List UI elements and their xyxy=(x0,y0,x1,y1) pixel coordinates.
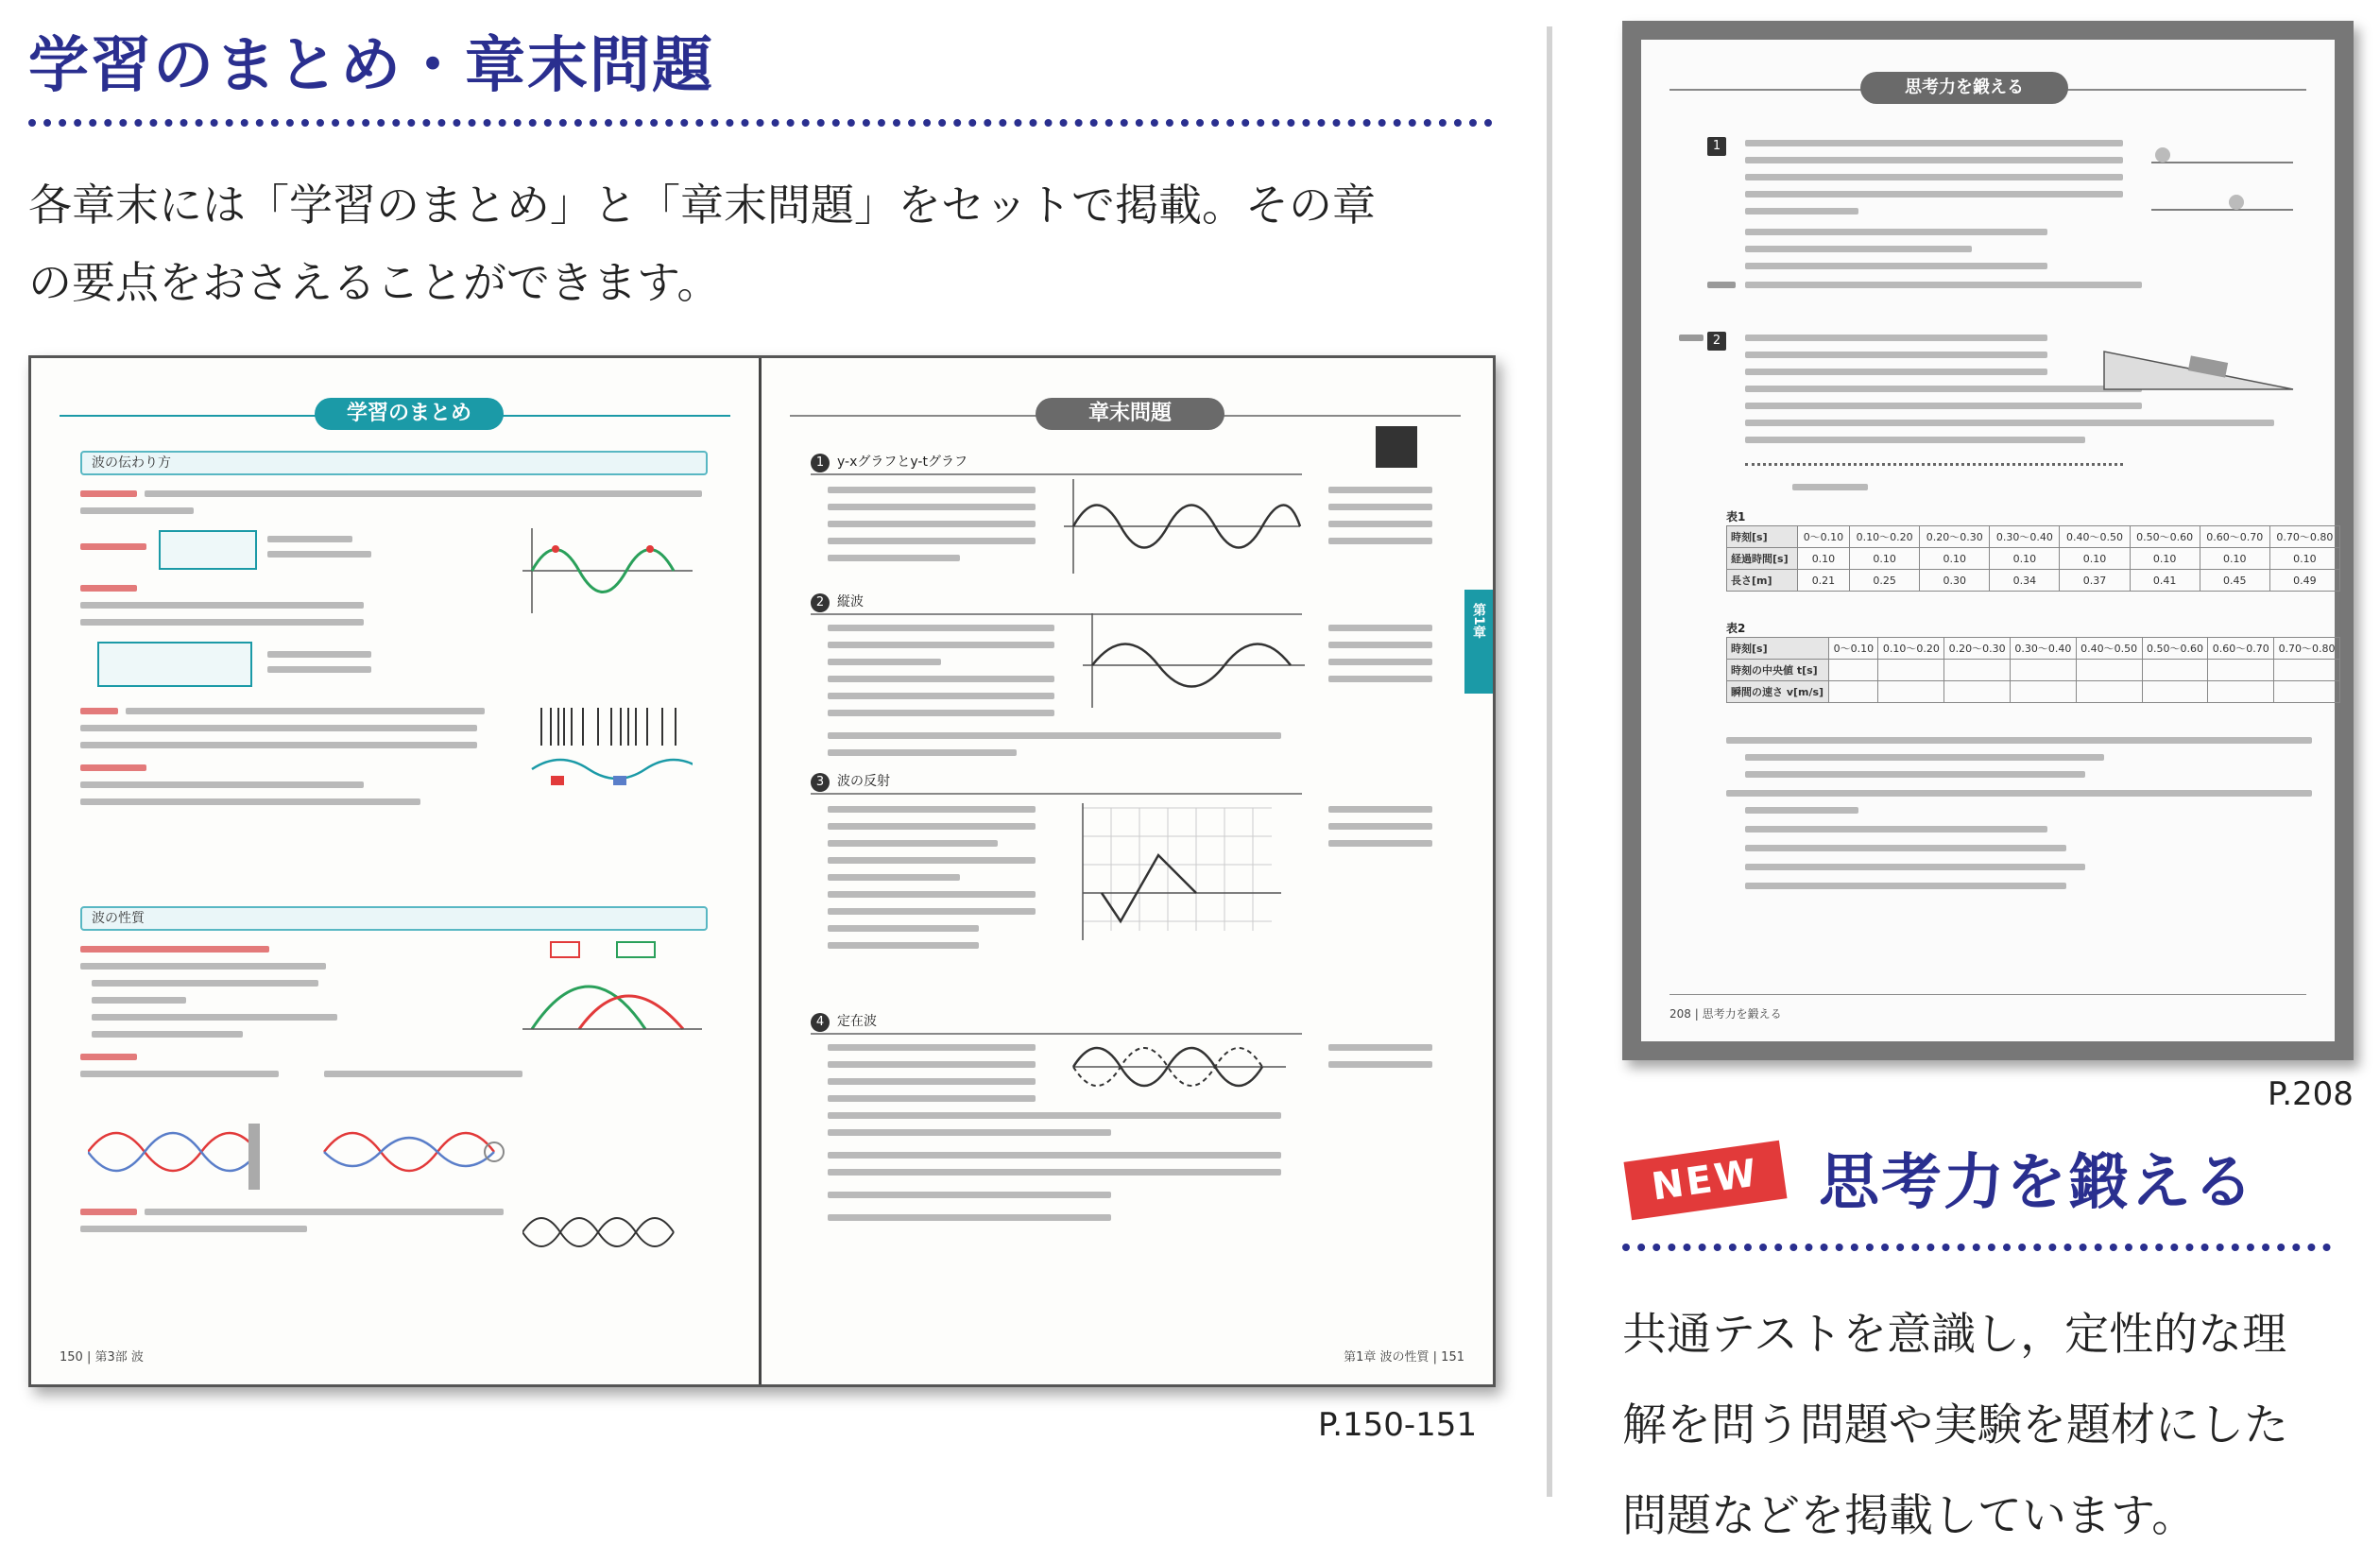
question-bar: 1 y-xグラフとy-tグラフ xyxy=(811,451,1302,475)
standing-wave-figure xyxy=(522,1199,683,1265)
spread-right-page xyxy=(762,358,1493,1384)
thinking-banner: 思考力を鍛える xyxy=(1860,72,2068,104)
heading-dotted-rule xyxy=(1622,1244,2331,1251)
page-208-caption: P.208 xyxy=(2268,1075,2354,1113)
table1-label: 表1 xyxy=(1726,510,1746,524)
table-row: 瞬間の速さ v[m/s] xyxy=(1727,681,2340,703)
heading-dotted-rule xyxy=(28,119,1493,127)
section-heading-thinking: 思考力を鍛える xyxy=(1819,1148,2255,1218)
superposition-figure xyxy=(522,935,702,1038)
paragraph-line: 各章末には「学習のまとめ」と「章末問題」をセットで掲載。その章 xyxy=(28,180,1376,231)
page-footer: 150 | 第3部 波 xyxy=(60,1350,144,1365)
thinking-paragraph xyxy=(1622,1290,2369,1562)
table-row: 時刻[s] 0〜0.10 0.10〜0.20 0.20〜0.30 0.30〜0.40 0.40〜0.50 0.50〜0.60 0.60〜0.70 0.70〜0.80 xyxy=(1727,526,2340,548)
spread-left-page xyxy=(31,358,762,1384)
paragraph-line: 解を問う問題や実験を題材にした xyxy=(1622,1399,2288,1451)
table-row: 時刻[s] 0〜0.10 0.10〜0.20 0.20〜0.30 0.30〜0.40 0.40〜0.50 0.50〜0.60 0.60〜0.70 0.70〜0.80 xyxy=(1727,638,2340,660)
section-bar: 波の性質 xyxy=(80,906,708,931)
table-row: 長さ[m] 0.21 0.25 0.30 0.34 0.37 0.41 0.45 0.49 xyxy=(1727,570,2340,592)
reflection-grid-graph xyxy=(1064,798,1291,950)
data-table-1 xyxy=(1726,525,2340,592)
spread-caption: P.150-151 xyxy=(1318,1406,1478,1444)
recording-tape xyxy=(1745,463,2123,466)
reflection-figure xyxy=(88,1095,522,1199)
problems-banner: 章末問題 xyxy=(1036,398,1224,430)
summary-paragraph xyxy=(28,166,1502,321)
question-bar: 2 縦波 xyxy=(811,591,1302,615)
cart-incline-figure xyxy=(2095,323,2303,399)
textbook-spread-image xyxy=(28,355,1496,1387)
paragraph-line: 問題などを掲載しています。 xyxy=(1622,1490,2197,1542)
page-footer: 第1章 波の性質 | 151 xyxy=(1344,1350,1464,1365)
question-bar: 4 定在波 xyxy=(811,1010,1302,1035)
column-divider xyxy=(1547,26,1552,1497)
table-row: 経過時間[s] 0.10 0.10 0.10 0.10 0.10 0.10 0.10 0.10 xyxy=(1727,548,2340,570)
paragraph-line: の要点をおさえることができます。 xyxy=(28,257,721,308)
wave-graph-1 xyxy=(1054,479,1310,574)
qr-code-icon xyxy=(1376,426,1417,468)
transverse-wave-figure xyxy=(522,528,693,613)
motion-figure xyxy=(2142,134,2303,238)
wave-graph-2 xyxy=(1073,613,1310,708)
table-row: 時刻の中央値 t[s] xyxy=(1727,660,2340,681)
data-table-2 xyxy=(1726,637,2340,703)
paragraph-line: 共通テストを意識し，定性的な理 xyxy=(1622,1309,2287,1361)
table2-label: 表2 xyxy=(1726,622,1746,635)
page-208-image: 思考力を鍛える 1 2 表1 時刻[s] 0〜0.10 0.10〜0.20 0.20〜0.30 0.30〜0.40 0.40〜0.50 0.50〜0.60 0.60〜0.70 0.70〜0.80 経過時間[s] 0.10 0.10 0.10 0.10 0.10 0.10 0.10 0.10 長さ[m] 0.21 0.25 0.30 0.34 0.37 0.41 0.45 0.49 表2 時刻[s] 0〜0.10 0.10〜0.20 0.20〜0.30 0.30〜0.40 0.40〜0.50 0.50〜0.60 0.60〜0.70 0.70〜0.80 時刻の中央値 t[s] 瞬間の速さ v[m/s] 208 | 思考力を鍛える xyxy=(1622,21,2354,1060)
chapter-side-tab: 第1章 xyxy=(1464,590,1493,694)
page-footer: 208 | 思考力を鍛える xyxy=(1669,1007,1782,1021)
summary-banner: 学習のまとめ xyxy=(315,398,504,430)
question-bar: 3 波の反射 xyxy=(811,770,1302,795)
longitudinal-wave-figure xyxy=(522,689,693,793)
standing-wave-graph xyxy=(1064,1020,1291,1114)
section-heading-summary: 学習のまとめ・章末問題 xyxy=(28,31,714,101)
new-badge: NEW xyxy=(1623,1141,1787,1220)
section-bar: 波の伝わり方 xyxy=(80,451,708,475)
